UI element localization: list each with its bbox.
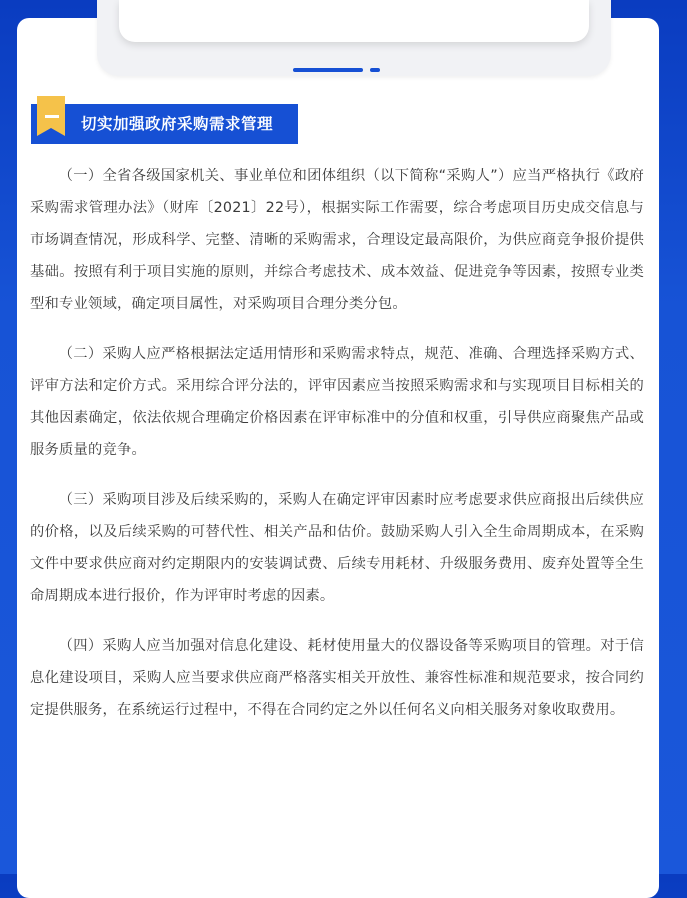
top-tab — [97, 0, 611, 76]
top-tab-inner — [119, 0, 589, 42]
article-body — [30, 160, 644, 744]
paragraph-4: （四）采购人应当加强对信息化建设、耗材使用量大的仪器设备等采购项目的管理。对于信息化建设项目，采购人应当要求供应商严格落实相关开放性、兼容性标准和规范要求，按合同约定提供服务，在系统运行过程中，不得在合同约定之外以任何名义向相关服务对象收取费用。 — [30, 638, 644, 718]
content-card — [17, 18, 659, 898]
page-indicator-active — [293, 68, 363, 72]
page-indicator-dot — [370, 68, 380, 72]
badge-dash-mark — [45, 115, 59, 118]
section-title: 切实加强政府采购需求管理 — [81, 115, 274, 133]
paragraph-2: （二）采购人应严格根据法定适用情形和采购需求特点，规范、准确、合理选择采购方式、评审方法和定价方式。采用综合评分法的，评审因素应当按照采购需求和与实现项目目标相关的其他因素确定，依法依规合理确定价格因素在评审标准中的分值和权重，引导供应商聚焦产品或服务质量的竞争。 — [30, 346, 644, 458]
paragraph-1: （一）全省各级国家机关、事业单位和团体组织（以下简称“采购人”）应当严格执行《政府采购需求管理办法》（财库〔2021〕22号），根据实际工作需要，综合考虑项目历史成交信息与市场调查情况，形成科学、完整、清晰的采购需求，合理设定最高限价，为供应商竞争报价提供基础。按照有利于项目实施的原则，并综合考虑技术、成本效益、促进竞争等因素，按照专业类型和专业领域，确定项目属性，对采购项目合理分类分包。 — [30, 168, 644, 312]
paragraph-3: （三）采购项目涉及后续采购的，采购人在确定评审因素时应考虑要求供应商报出后续供应的价格，以及后续采购的可替代性、相关产品和估价。鼓励采购人引入全生命周期成本，在采购文件中要求供应商对约定期限内的安装调试费、后续专用耗材、升级服务费用、废弃处置等全生命周期成本进行报价，作为评审时考虑的因素。 — [30, 492, 644, 604]
